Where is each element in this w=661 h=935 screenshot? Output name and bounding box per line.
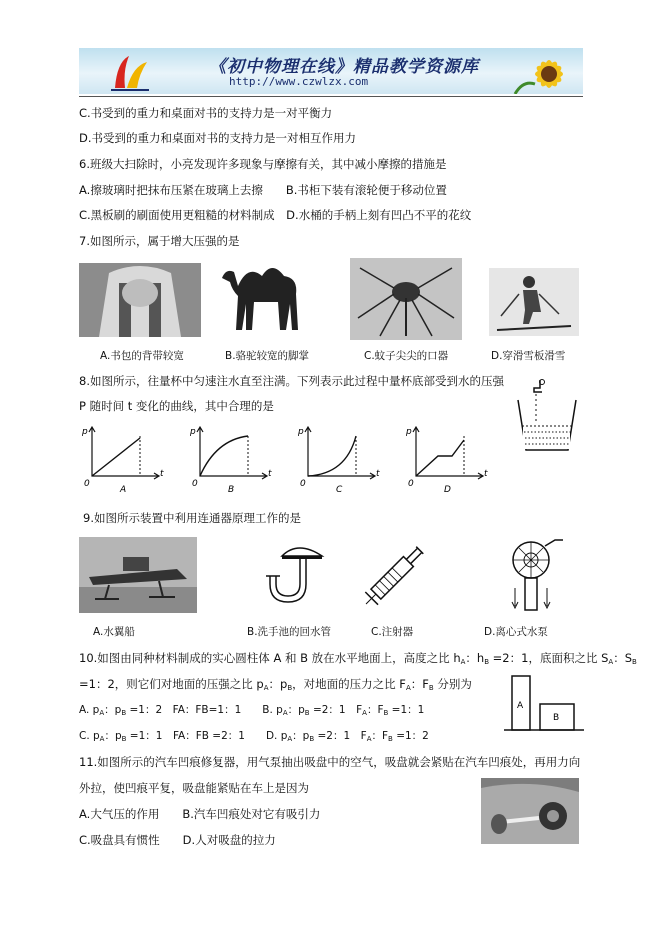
sub-a: A xyxy=(405,684,411,692)
cylinder-a-label: A xyxy=(517,701,524,711)
graph-origin-label: 0 xyxy=(84,479,90,489)
q8-graph-b xyxy=(189,427,272,495)
graph-axes xyxy=(89,427,159,479)
sub-a: A xyxy=(460,658,466,666)
q10-opt-text: ：p xyxy=(104,730,122,742)
q10-options-ab xyxy=(79,703,424,720)
q6-options-cd: C.黑板刷的刷面使用更粗糙的材料制成 D.水桶的手柄上刻有凹凸不平的花纹 xyxy=(79,208,472,222)
q8-stem-1: 8.如图所示，往量杯中匀速注水直至注满。下列表示此过程中量杯底部受到水的压强 xyxy=(79,374,504,388)
sub-a: A xyxy=(287,735,293,743)
graph-y-label: p xyxy=(406,427,412,437)
hydrofoil-image xyxy=(79,537,197,613)
graph-axes xyxy=(413,427,483,479)
q10-options-cd xyxy=(79,729,429,746)
q9-caption-b: B.洗手池的回水管 xyxy=(247,626,332,638)
graph-x-label: t xyxy=(484,469,488,479)
sub-a: A xyxy=(362,709,367,717)
q6-options-ab: A.擦玻璃时把抹布压紧在玻璃上去擦 B.书柜下装有滚轮便于移动位置 xyxy=(79,183,447,197)
q10-sep: ：S xyxy=(613,651,633,665)
q8-graphs xyxy=(78,424,498,496)
sub-a: A xyxy=(99,709,105,717)
q8-graph-a xyxy=(81,427,164,495)
graph-curve xyxy=(308,436,356,476)
q8-stem-2: P 随时间 t 变化的曲线，其中合理的是 xyxy=(79,399,274,413)
q8-graph-c xyxy=(297,427,380,495)
q10-opt-text: ：F xyxy=(371,730,389,742)
car-dent-puller-image xyxy=(481,778,579,844)
mosquito-image xyxy=(350,258,462,340)
graph-y-label: p xyxy=(190,427,196,437)
logo-icon xyxy=(107,52,153,92)
graph-origin-label: 0 xyxy=(192,479,198,489)
graph-curve xyxy=(416,440,464,476)
q10-opt-text: ：F xyxy=(366,704,384,716)
graph-option-label: A xyxy=(120,485,127,495)
sub-a: A xyxy=(366,735,372,743)
graph-y-label: p xyxy=(298,427,304,437)
banner-title: 《初中物理在线》精品教学资源库 xyxy=(209,57,479,77)
q9-caption-d: D.离心式水泵 xyxy=(484,626,548,638)
sub-b: B xyxy=(388,735,393,743)
q7-caption-a: A.书包的背带较宽 xyxy=(100,350,184,362)
graph-origin-label: 0 xyxy=(300,479,306,489)
measuring-cup-figure xyxy=(512,378,580,454)
sub-a: A xyxy=(99,735,105,743)
schoolbag-image xyxy=(79,263,201,337)
q9-stem: 9.如图所示装置中利用连通器原理工作的是 xyxy=(83,511,301,525)
q10-opt-text: =1：1 xyxy=(388,704,425,716)
q10-opt-text: =1：2 xyxy=(392,730,429,742)
q10-stem-2-c: 分别为 xyxy=(433,677,472,691)
graph-axes xyxy=(197,427,267,479)
camel-image xyxy=(212,260,320,340)
q10-opt-a: A. p xyxy=(79,704,100,716)
sub-b: B xyxy=(484,658,490,666)
q10-sep: ：F xyxy=(410,677,429,691)
q10-opt-text: =2：1 F xyxy=(309,704,363,716)
q6-stem: 6.班级大扫除时，小亮发现许多现象与摩擦有关，其中减小摩擦的措施是 xyxy=(79,157,447,171)
graph-option-label: C xyxy=(336,485,343,495)
q8-graph-d xyxy=(405,427,488,495)
q9-caption-c: C.注射器 xyxy=(371,626,414,638)
graph-axes xyxy=(305,427,375,479)
q10-opt-text: =1：2 FA：FB=1：1 B. p xyxy=(126,704,283,716)
q10-opt-text: =2：1 F xyxy=(314,730,367,742)
sink-trap-figure xyxy=(258,540,338,618)
q10-opt-text: ：p xyxy=(292,730,310,742)
q5-option-d: D.书受到的重力和桌面对书的支持力是一对相互作用力 xyxy=(79,131,357,145)
sub-b: B xyxy=(287,684,293,692)
q11-stem-1: 11.如图所示的汽车凹痕修复器，用气泵抽出吸盘中的空气，吸盘就会紧贴在汽车凹痕处，再用力向 xyxy=(79,755,581,769)
syringe-figure xyxy=(350,530,440,620)
cylinder-b-label: B xyxy=(553,713,560,723)
graph-option-label: D xyxy=(444,485,451,495)
q11-options-ab: A.大气压的作用 B.汽车凹痕处对它有吸引力 xyxy=(79,807,321,821)
graph-option-label: B xyxy=(228,485,235,495)
graph-y-label: p xyxy=(82,427,88,437)
graph-origin-label: 0 xyxy=(408,479,414,489)
q10-opt-text: ：p xyxy=(104,704,122,716)
sub-b: B xyxy=(121,709,127,717)
q10-stem-2-a: =1：2，则它们对地面的压强之比 p xyxy=(79,677,264,691)
cylinders-figure xyxy=(504,672,584,734)
q10-sep: ：p xyxy=(268,677,288,691)
centrifugal-pump-figure xyxy=(505,536,565,616)
graph-x-label: t xyxy=(268,469,272,479)
sub-b: B xyxy=(632,658,637,666)
sub-a: A xyxy=(263,684,269,692)
graph-curve xyxy=(92,438,140,476)
sub-b: B xyxy=(121,735,127,743)
q10-stem-2 xyxy=(79,677,472,695)
q10-opt-text: =1：1 FA：FB =2：1 D. p xyxy=(126,730,288,742)
q9-caption-a: A.水翼船 xyxy=(93,626,135,638)
sub-b: B xyxy=(428,684,434,692)
skier-image xyxy=(489,268,579,336)
q10-stem-1-b: =2：1，底面积之比 S xyxy=(489,651,609,665)
q11-options-cd: C.吸盘具有惯性 D.人对吸盘的拉力 xyxy=(79,833,276,847)
sub-a: A xyxy=(608,658,614,666)
sub-b: B xyxy=(383,709,389,717)
header-rule xyxy=(79,96,583,97)
q11-stem-2: 外拉，使凹痕平复，吸盘能紧贴在车上是因为 xyxy=(79,781,309,795)
graph-x-label: t xyxy=(160,469,164,479)
q7-caption-c: C.蚊子尖尖的口器 xyxy=(364,350,449,362)
sub-b: B xyxy=(309,735,315,743)
q10-opt-text: ：p xyxy=(287,704,305,716)
q7-caption-b: B.骆驼较宽的脚掌 xyxy=(225,350,310,362)
sub-a: A xyxy=(282,709,288,717)
graph-curve xyxy=(200,436,248,476)
q10-stem-2-b: ，对地面的压力之比 F xyxy=(292,677,406,691)
q10-stem-1 xyxy=(79,651,637,669)
q5-option-c: C.书受到的重力和桌面对书的支持力是一对平衡力 xyxy=(79,106,333,120)
graph-x-label: t xyxy=(376,469,380,479)
sunflower-icon xyxy=(509,50,579,94)
q7-stem: 7.如图所示，属于增大压强的是 xyxy=(79,234,240,248)
q10-sep: ：h xyxy=(465,651,485,665)
q10-opt-c: C. p xyxy=(79,730,100,742)
q10-stem-1-a: 10.如图由同种材料制成的实心圆柱体 A 和 B 放在水平地面上，高度之比 h xyxy=(79,651,461,665)
sub-b: B xyxy=(304,709,310,717)
banner-url[interactable]: http://www.czwlzx.com xyxy=(229,75,369,88)
q7-caption-d: D.穿滑雪板滑雪 xyxy=(491,350,566,362)
header-banner xyxy=(79,48,583,94)
